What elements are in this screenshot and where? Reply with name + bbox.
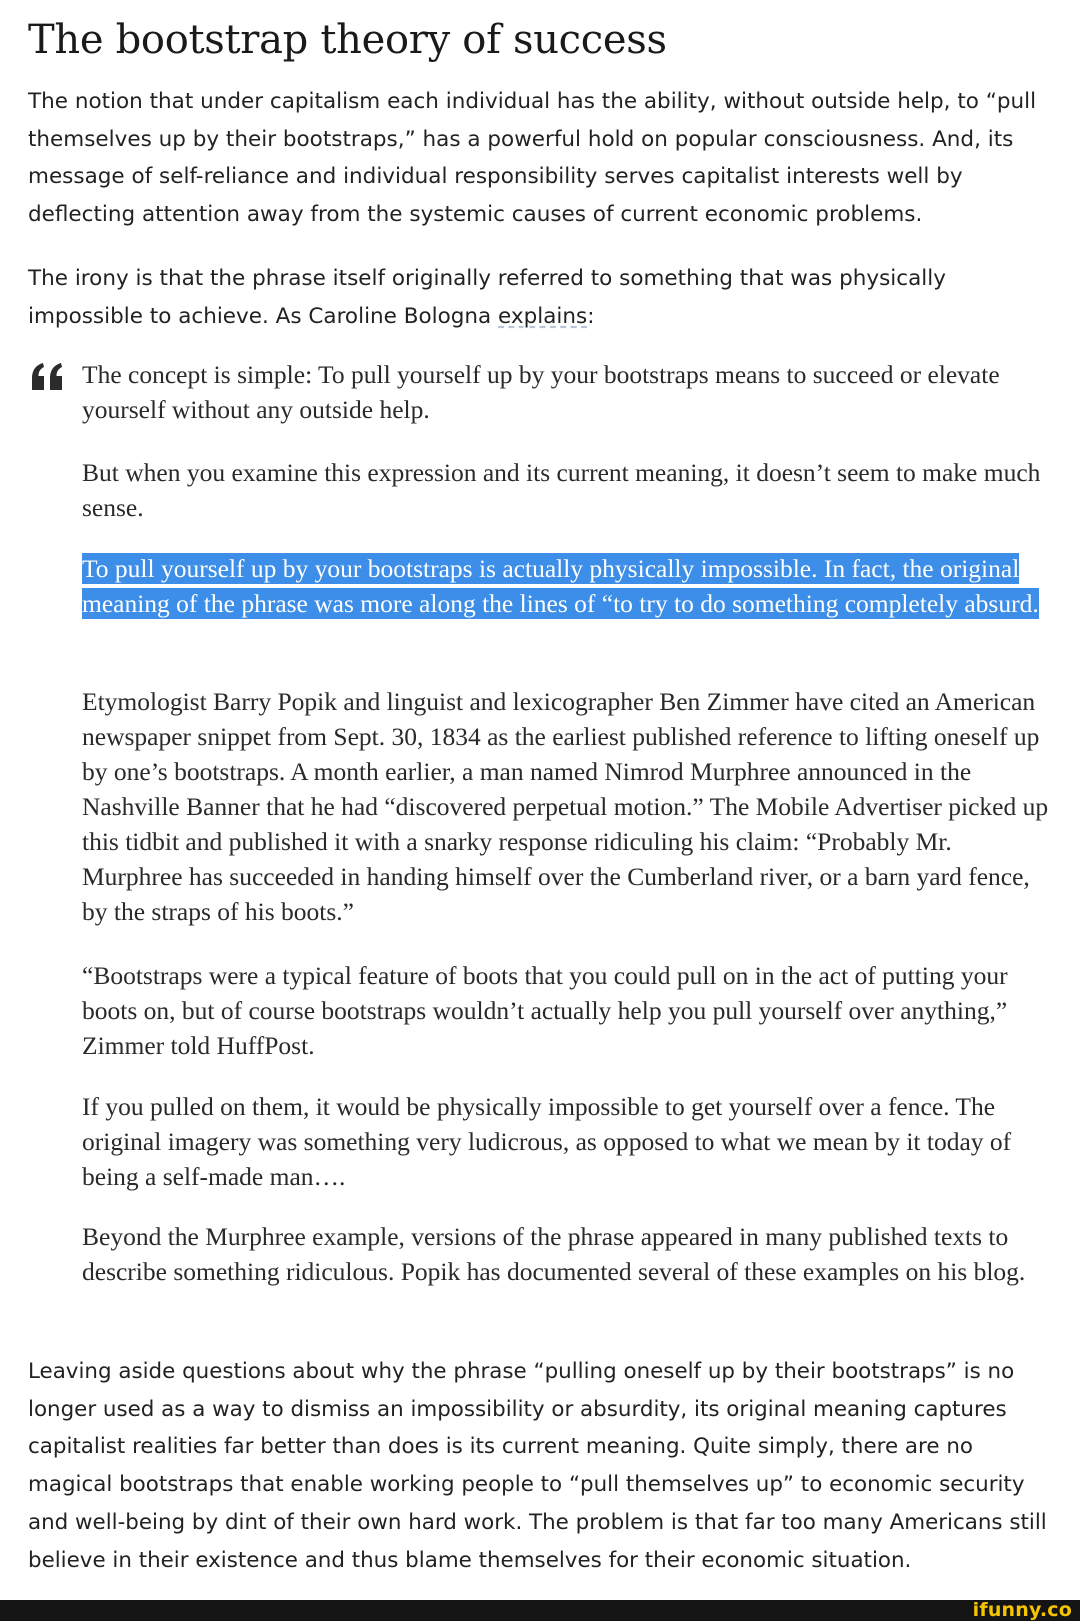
blockquote-paragraph: Beyond the Murphree example, versions of the phrase appeared in many published texts to describe something ridiculous. Popik has documented several of these examples on his blog.: [82, 1222, 1026, 1286]
blockquote-paragraph: But when you examine this expression and its current meaning, it doesn’t seem to make much sense.: [82, 458, 1041, 522]
blockquote-paragraph: If you pulled on them, it would be physically impossible to get yourself over a fence. The original imagery was something very ludicrous, as opposed to what we mean by it today of being a self-made man….: [82, 1092, 1012, 1191]
ifunny-watermark: ifunny.co: [972, 1599, 1072, 1621]
blockquote-highlighted-paragraph[interactable]: [82, 551, 1057, 621]
intro-paragraph-2-colon: :: [587, 303, 595, 329]
footer-bar: [0, 1600, 1080, 1621]
quote-icon: [30, 362, 66, 392]
text-selection-highlight[interactable]: To pull yourself up by your bootstraps is actually physically impossible. In fact, the original meaning of the phrase was more along the lines of “to try to do something completely absurd.: [82, 554, 1039, 618]
blockquote-paragraph: Etymologist Barry Popik and linguist and lexicographer Ben Zimmer have cited an American newspaper snippet from Sept. 30, 1834 as the earliest published reference to lifting oneself up by one’s bootstraps. A month earlier, a man named Nimrod Murphree announced in the Nashville Banner that he had “discovered perpetual motion.” The Mobile Advertiser picked up this tidbit and published it with a snarky response ridiculing his claim: “Probably Mr. Murphree has succeeded in handing himself over the Cumberland river, or a barn yard fence, by the straps of his boots.”: [82, 687, 1049, 926]
blockquote-paragraph: “Bootstraps were a typical feature of boots that you could pull on in the act of putting your boots on, but of course bootstraps wouldn’t actually help you pull yourself over anything,” Zimmer told HuffPost.: [82, 961, 1008, 1060]
closing-paragraph: Leaving aside questions about why the phrase “pulling oneself up by their bootstraps” is no longer used as a way to dismiss an impossibility or absurdity, its original meaning captures capitalist realities far better than does is its current meaning. Quite simply, there are no magical bootstraps that enable working people to “pull themselves up” to economic security and well-being by dint of their own hard work. The problem is that far too many Americans still believe in their existence and thus blame themselves for their economic situation.: [28, 1359, 1047, 1573]
intro-paragraph-2-text: The irony is that the phrase itself originally referred to something that was physically impossible to achieve. As Caroline Bologna: [28, 266, 946, 329]
intro-paragraph-1: The notion that under capitalism each individual has the ability, without outside help, to “pull themselves up by their bootstraps,” has a powerful hold on popular consciousness. And, its message of self-reliance and individual responsibility serves capitalist interests well by deflecting attention away from the systemic causes of current economic problems.: [28, 89, 1037, 228]
article-title: The bootstrap theory of success: [28, 17, 667, 63]
blockquote-paragraph: The concept is simple: To pull yourself up by your bootstraps means to succeed or elevate yourself without any outside help.: [82, 360, 1000, 424]
explains-link[interactable]: explains: [498, 303, 588, 329]
intro-paragraph-2: [28, 260, 1053, 335]
